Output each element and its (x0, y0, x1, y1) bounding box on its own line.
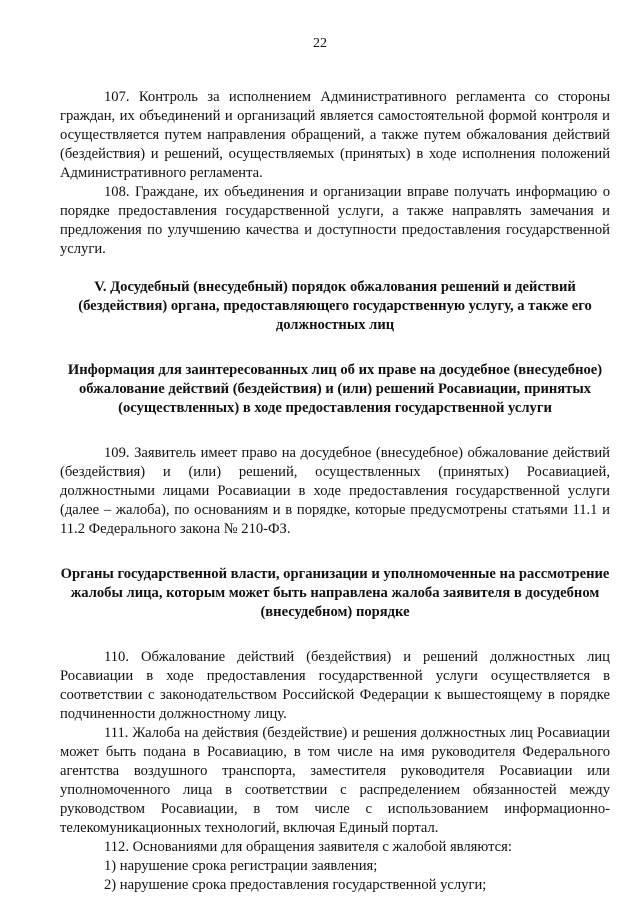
paragraph-107: 107. Контроль за исполнением Административного регламента со стороны граждан, их объединений и организаций является самостоятельной формой контроля и осуществляется путем направления обращений, а также путем обжалования действий (бездействия) и решений, осуществляемых (принятых) в ходе исполнения положений Административного регламента. (60, 89, 610, 181)
list-item: 1) нарушение срока регистрации заявления; (104, 858, 378, 874)
page-content (60, 88, 610, 895)
paragraph-108: 108. Граждане, их объединения и организации вправе получать информацию о порядке предоставления государственной услуги, а также направлять замечания и предложения по улучшению качества и доступности предоставления государственной услуги. (60, 184, 610, 257)
subheading-rights-info: Информация для заинтересованных лиц об их праве на досудебное (внесудебное) обжалование действий (бездействия) и (или) решений Росавиации, принятых (осуществленных) в ходе предоставления государственной услуги (67, 362, 603, 416)
list-item: 2) нарушение срока предоставления государственной услуги; (104, 877, 487, 893)
subheading-authorities: Органы государственной власти, организации и уполномоченные на рассмотрение жалобы лица, которым может быть направлена жалоба заявителя в досудебном (внесудебном) порядке (60, 566, 610, 620)
paragraph-111: 111. Жалоба на действия (бездействие) и решения должностных лиц Росавиации может быть подана в Росавиацию, в том числе на имя руководителя Федерального агентства воздушного транспорта, заместителя руководителя Росавиации или уполномоченного лица в соответствии с распределением обязанностей между руководством Росавиации, в том числе с использованием информационно-телекомуникационных технологий, включая Единый портал. (60, 725, 610, 836)
page-number: 22 (313, 36, 327, 51)
paragraph-109: 109. Заявитель имеет право на досудебное (внесудебное) обжалование действий (бездействия) и (или) решений, осуществленных (принятых) Росавиацией, должностными лицами Росавиации в ходе предоставления государственной услуги (далее – жалоба), по основаниям и в порядке, которые предусмотрены статьями 11.1 и 11.2 Федерального закона № 210-ФЗ. (60, 445, 610, 537)
paragraph-112: 112. Основаниями для обращения заявителя с жалобой являются: (104, 839, 512, 855)
paragraph-110: 110. Обжалование действий (бездействия) и решений должностных лиц Росавиации в ходе предоставления государственной услуги осуществляется в соответствии с законодательством Российской Федерации к вышестоящему в порядке подчиненности должностному лицу. (60, 649, 610, 722)
section-title: V. Досудебный (внесудебный) порядок обжалования решений и действий (бездействия) органа, предоставляющего государственную услугу, а также его должностных лиц (78, 279, 592, 333)
